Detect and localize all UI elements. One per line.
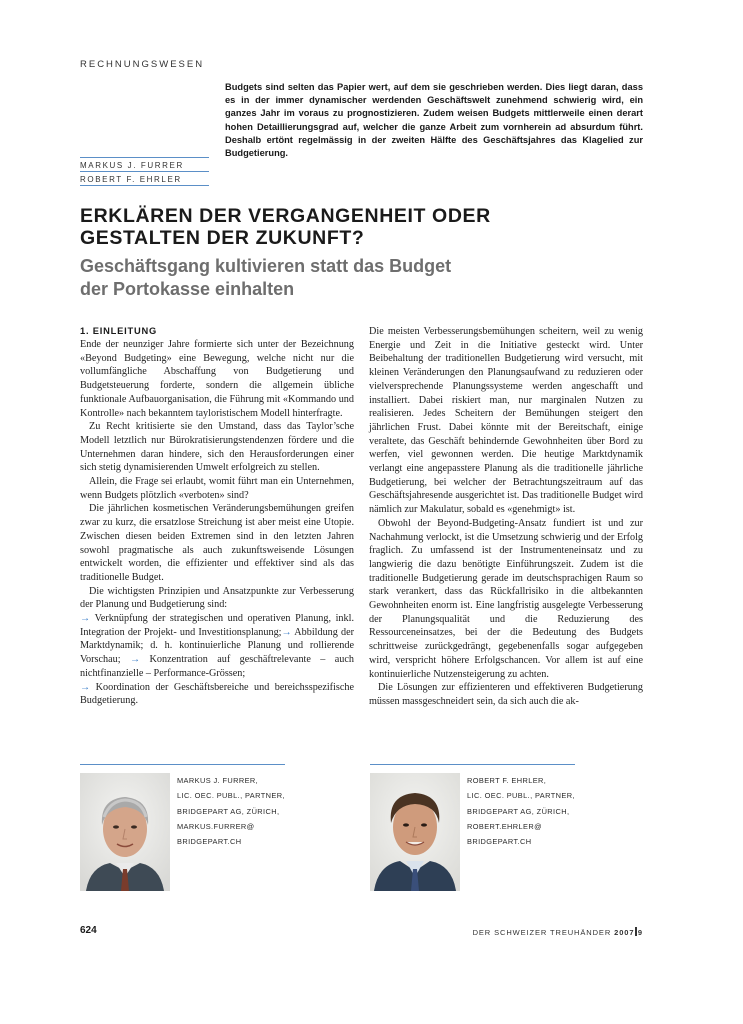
subtitle-line: der Portokasse einhalten (80, 279, 295, 299)
bio-text (467, 773, 582, 849)
paragraph: Die jährlichen kosmetischen Veränderungsbemühungen greifen zwar zu kurz, die ersatzlose Streichung ist aber meist eine Utopie. Zwischen diesen beiden Extremen sind in den letzten Jahren sowohl pragmatische als auch zukunftsweisende Lösungen entwickelt worden, die effizienter und effektiver sind als das traditionelle Budget. (80, 503, 354, 583)
author-name: ROBERT F. EHRLER (80, 171, 209, 186)
paragraph: Die wichtigsten Prinzipien und Ansatzpunkte zur Verbesserung der Planung und Budgetierung sind: (80, 585, 354, 611)
article-title (80, 205, 640, 249)
paragraph: Ende der neunziger Jahre formierte sich unter der Bezeichnung «Beyond Budgeting» eine Bewegung, welche nicht nur die vollumfängliche Abschaffung von Budgetierung und Budgetsteuerung forderte, sondern die allgemein übliche funktionale Aufbauorganisation, die Führung mit «Kommando und Kontrolle» nach bekanntem tayloristischem Modell hinterfragte. (80, 339, 354, 419)
divider (80, 764, 285, 765)
section-heading: 1. EINLEITUNG (80, 326, 158, 336)
bio-line: BRIDGEPART AG, ZÜRICH, (177, 806, 280, 816)
author-name: MARKUS J. FURRER (80, 157, 209, 171)
bio-line: BRIDGEPART.CH (177, 837, 242, 847)
bio-line: LIC. OEC. PUBL., PARTNER, (467, 791, 575, 801)
bullet-list (80, 612, 354, 708)
author-bio-furrer (80, 764, 285, 847)
bio-line: BRIDGEPART.CH (467, 837, 532, 847)
bio-text (177, 773, 292, 849)
page-number: 624 (80, 925, 97, 936)
paragraph: Obwohl der Beyond-Budgeting-Ansatz fundiert ist und zur Nachahmung verlockt, ist die Umsetzung schwierig und der Erfolg fraglich. Zu umfassend ist der Instrumenteneinsatz und zu langwierig die dazu benötigte Einführungszeit. Zudem ist die traditionelle Budgetierung gerade im deutschsprachigen Raum so stark verankert, dass das Rückfallrisiko in die altbekannten Gewohnheiten enorm ist. Eine langfristig ausgelegte Verbesserung der Planungsqualität und die Reduzierung des Ressourceneinsatzes, bei der die Bedeutung des Budgets schrittweise zurückgedrängt, gegebenenfalls sogar aufgegeben wird, verspricht höhere Erfolgschancen. Vor allem ist auf eine kontinuierliche Nutzensteigerung zu achten. (369, 517, 643, 680)
arrow-icon: → (129, 654, 141, 666)
body-column-left (80, 325, 354, 708)
issue-number: 9 (637, 928, 643, 937)
bio-line: BRIDGEPART AG, ZÜRICH, (467, 806, 570, 816)
list-item: Abbildung der Marktdynamik; d. h. kontinuierliche Planung und rollierende Vorschau; (80, 626, 355, 666)
author-bio-ehrler (370, 764, 575, 847)
list-item: Verknüpfung der strategischen und operativen Planung, inkl. Integration der Projekt- und Investitionsplanung; (80, 613, 354, 638)
paragraph: Die Lösungen zur effizienteren und effektiveren Budgetierung müssen massgeschneidert sein, da sich auch die ak- (369, 682, 643, 707)
subtitle-line: Geschäftsgang kultivieren statt das Budget (80, 256, 452, 276)
article-subtitle (80, 255, 580, 301)
bio-line: ROBERT F. EHRLER, (467, 776, 547, 785)
issue-year: 2007 (614, 928, 635, 937)
bio-line: ROBERT.EHRLER@ (467, 821, 542, 831)
body-column-right (369, 325, 643, 709)
author-photo (80, 773, 170, 891)
paragraph: Die meisten Verbesserungsbemühungen scheitern, weil zu wenig Energie und Zeit in die Initiative gesteckt wird. Unter Beibehaltung der traditionellen Budgetierung wird versucht, mit kleinen Veränderungen den Planungsaufwand zu reduzieren oder vielversprechende Planungssysteme werden angeschafft und installiert. Dabei riskiert man, nur marginalen Nutzen zu realisieren. Jedes Scheitern der Bemühungen steigert den jährlichen Frust. Dabei könnte mit der Bereitschaft, einige veraltete, das Geschäft behindernde Gewohnheiten über Bord zu werfen, viel gewonnen werden. Die heutige Marktdynamik verlangt eine angepasstere Planung als die traditionelle jährliche Budgetierung, bei welcher der Betrachtungszeitraum auf das Geschäftsjahresende ausgerichtet ist. Das traditionelle Budget wird nämlich zur Makulatur, sobald es «genehmigt» ist. (369, 326, 643, 516)
author-list (80, 157, 209, 186)
title-line: GESTALTEN DER ZUKUNFT? (80, 227, 365, 249)
arrow-icon: → (80, 681, 91, 693)
list-item: Konzentration auf geschäftrelevante – auch nichtfinanzielle – Performance-Grössen; (80, 654, 354, 679)
lead-paragraph: Budgets sind selten das Papier wert, auf dem sie geschrieben werden. Dies liegt daran, dass es in der immer dynamischer werdenden Geschäftswelt zunehmend schwierig wird, ein ganzes Jahr im voraus zu prognostizieren. Zudem weisen Budgets mittlerweile einen derart hohen Detaillierungsgrad auf, welcher die ganze Arbeit zum vornherein ad absurdum führt. Deshalb ertönt regelmässig in der zweiten Hälfte des Geschäftsjahres das Klagelied zur Budgetierung. (225, 82, 643, 159)
list-item: Koordination der Geschäftsbereiche und bereichsspezifische Budgetierung. (80, 681, 354, 707)
journal-footer (473, 927, 643, 937)
journal-name: DER SCHWEIZER TREUHÄNDER (472, 928, 612, 937)
paragraph: Zu Recht kritisierte sie den Umstand, dass das Taylor’sche Modell letztlich nur Bürokratisierungstendenzen fördere und die Unternehmen daran hindere, sich den Herausforderungen einer sich stetig dynamisierenden Umwelt erfolgreich zu stellen. (80, 421, 354, 474)
divider (635, 927, 637, 936)
title-line: ERKLÄREN DER VERGANGENHEIT ODER (80, 205, 491, 227)
author-photo (370, 773, 460, 891)
arrow-icon: → (80, 613, 91, 625)
arrow-icon: → (281, 626, 292, 638)
section-label: RECHNUNGSWESEN (80, 59, 205, 70)
bio-line: MARKUS.FURRER@ (177, 821, 255, 831)
paragraph: Allein, die Frage sei erlaubt, womit führt man ein Unternehmen, wenn Budgets plötzlich «verboten» sind? (80, 476, 354, 501)
bio-line: MARKUS J. FURRER, (177, 776, 259, 785)
bio-line: LIC. OEC. PUBL., PARTNER, (177, 791, 285, 801)
divider (370, 764, 575, 765)
